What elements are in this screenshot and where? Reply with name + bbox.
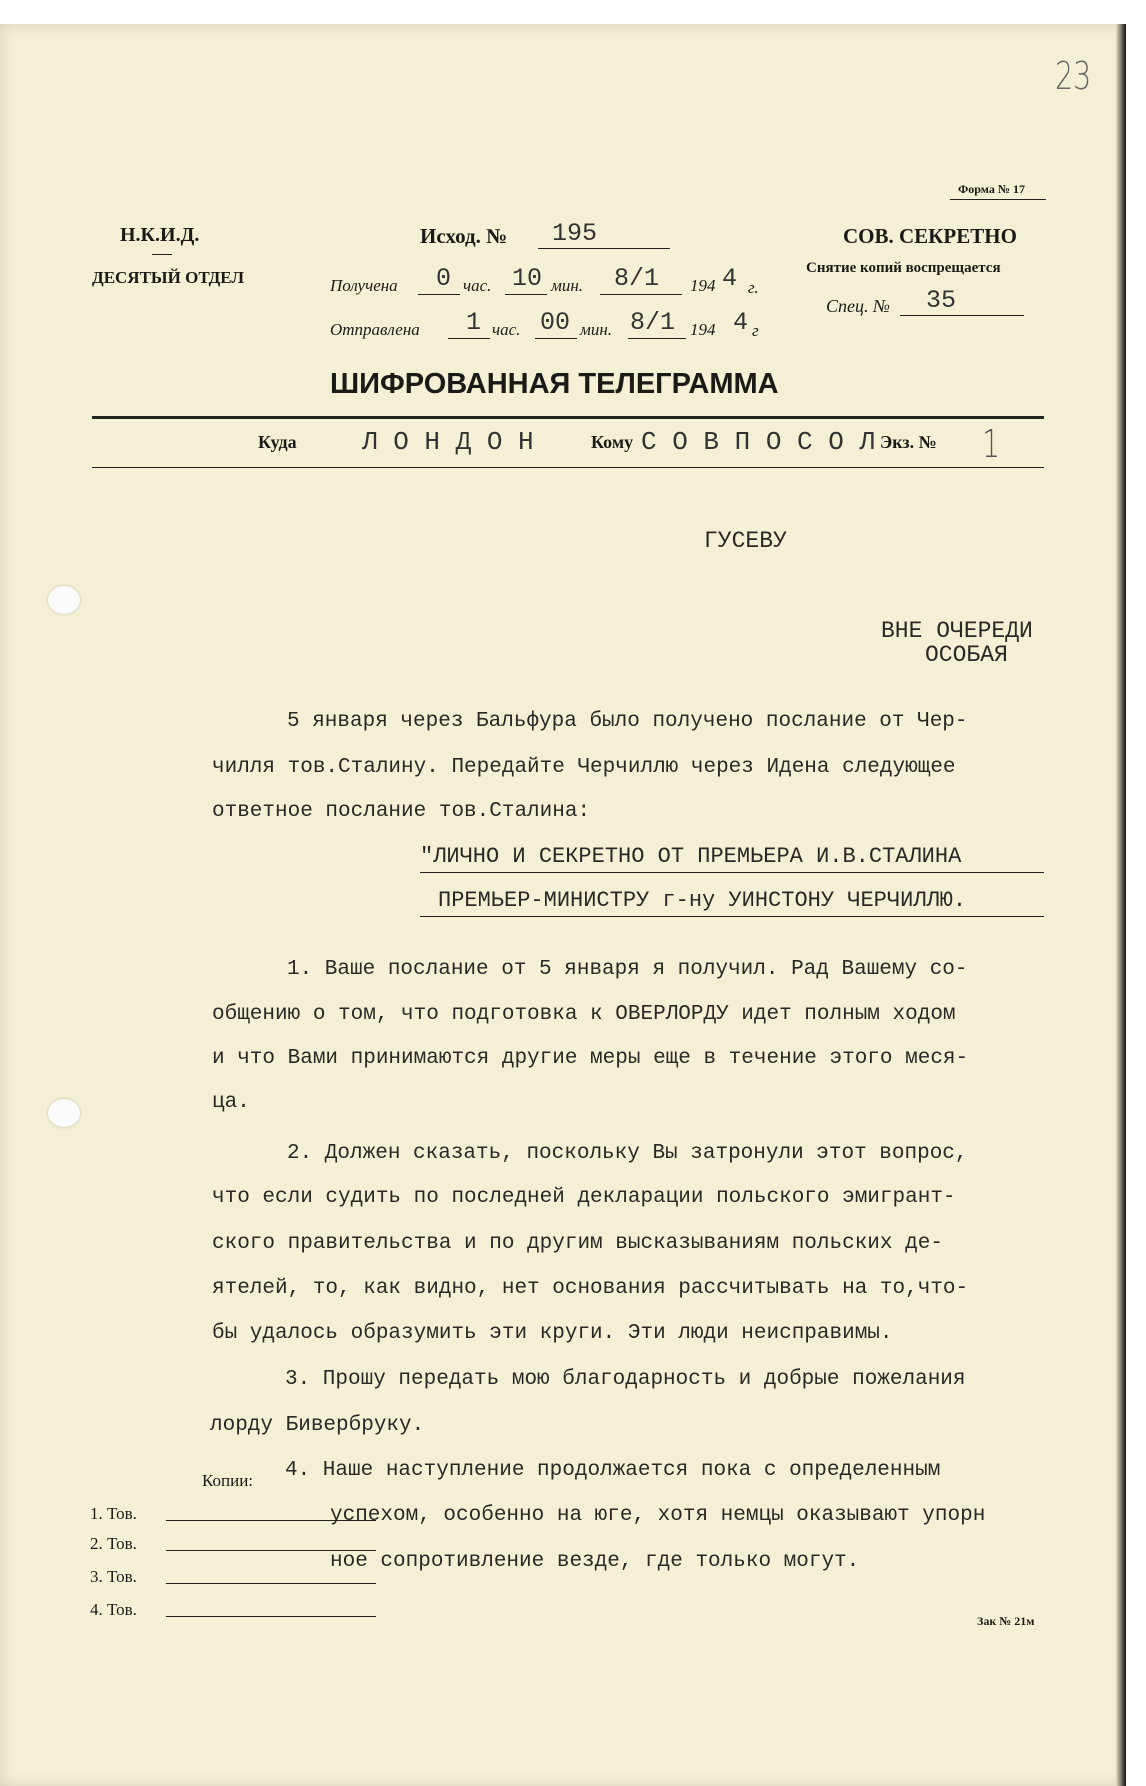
destination-value: Л О Н Д О Н bbox=[362, 427, 534, 457]
recipient-value: С О В П О С О Л bbox=[641, 427, 876, 457]
body-line: ное сопротивление везде, где только могут. bbox=[330, 1550, 860, 1573]
outgoing-number: 195 bbox=[552, 219, 598, 248]
addressee: ГУСЕВУ bbox=[704, 528, 787, 554]
received-year: 4 bbox=[722, 264, 738, 293]
special-number: 35 bbox=[926, 286, 957, 315]
order-number: Зак № 21м bbox=[977, 1614, 1035, 1628]
body-line: ского правительства и по другим высказываниям польских де- bbox=[212, 1232, 943, 1255]
received-label: Получена bbox=[330, 276, 398, 295]
outgoing-label: Исход. № bbox=[420, 224, 508, 248]
document-title: ШИФРОВАННАЯ ТЕЛЕГРАММА bbox=[330, 368, 779, 400]
copies-label: Копии: bbox=[202, 1471, 254, 1490]
sent-year: 4 bbox=[733, 308, 749, 337]
body-line: бы удалось образумить эти круги. Эти люди неисправимы. bbox=[212, 1322, 893, 1345]
body-line: 2. Должен сказать, поскольку Вы затронули этот вопрос, bbox=[287, 1142, 968, 1165]
recipient-label: Кому bbox=[591, 432, 634, 452]
copy-row-label: 2. Тов. bbox=[90, 1534, 137, 1553]
priority-line-2: ОСОБАЯ bbox=[925, 642, 1008, 668]
ministry-name: Н.К.И.Д. bbox=[120, 224, 200, 246]
destination-label: Куда bbox=[258, 432, 297, 452]
intro-line: чилля тов.Сталину. Передайте Черчиллю через Идена следующее bbox=[212, 756, 956, 779]
special-label: Спец. № bbox=[826, 296, 890, 316]
classification-stamp: СОВ. СЕКРЕТНО bbox=[843, 224, 1017, 248]
message-heading: ПРЕМЬЕР-МИНИСТРУ г-ну УИНСТОНУ ЧЕРЧИЛЛЮ. bbox=[438, 888, 967, 913]
copy-number-label: Экз. № bbox=[880, 432, 937, 452]
body-line: успехом, особенно на юге, хотя немцы оказывают упорн bbox=[330, 1504, 986, 1527]
sent-hours: 1 bbox=[466, 308, 482, 337]
copy-row-label: 1. Тов. bbox=[90, 1504, 137, 1523]
received-hours: 0 bbox=[436, 264, 452, 293]
page-number: 23 bbox=[1055, 54, 1092, 98]
body-line: лорду Бивербруку. bbox=[210, 1414, 425, 1437]
body-line: ятелей, то, как видно, нет основания рассчитывать на то,что- bbox=[212, 1277, 969, 1300]
received-minutes: 10 bbox=[512, 264, 543, 293]
copy-row-label: 3. Тов. bbox=[90, 1567, 137, 1586]
sent-date: 8/1 bbox=[630, 308, 676, 337]
intro-line: 5 января через Бальфура было получено послание от Чер- bbox=[287, 710, 968, 733]
received-date: 8/1 bbox=[614, 264, 660, 293]
body-line: 4. Наше наступление продолжается пока с определенным bbox=[285, 1459, 941, 1482]
body-line: 1. Ваше послание от 5 января я получил. Рад Вашему со- bbox=[287, 958, 968, 981]
body-line: 3. Прошу передать мою благодарность и добрые пожелания bbox=[285, 1368, 966, 1391]
priority-line-1: ВНЕ ОЧЕРЕДИ bbox=[881, 618, 1033, 644]
sent-minutes: 00 bbox=[540, 308, 571, 337]
punch-hole bbox=[48, 586, 80, 614]
document-sheet: 23 Форма № 17 Н.К.И.Д. ДЕСЯТЫЙ ОТДЕЛ Исход. № 195 Получена 0 час. 10 мин. 8/1 194 4 г. Отправлена 1 час. 00 мин. 8/1 194 4 г СОВ. СЕКРЕТНО Снятие копий воспрещается Спец. № 35 ШИФРОВАННАЯ ТЕЛЕГРАММА Куда Л О Н Д О Н Кому С О В П О С О Л Экз. № 1 ГУСЕВУ ВНЕ ОЧЕРЕДИ ОСОБАЯ 5 января через Бальфура было получено послание от Чер- чилля тов.Сталину. Передайте Черчиллю через Идена следующее ответное послание тов.Сталина: "ЛИЧНО И СЕКРЕТНО ОТ ПРЕМЬЕРА И.В.СТАЛИНА ПРЕМЬЕР-МИНИСТРУ г-ну УИНСТОНУ ЧЕРЧИЛЛЮ. 1. Ваше послание от 5 января я получил. Рад Вашему со- общению о том, что подготовка к ОВЕРЛОРДУ идет полным ходом и что Вами принимаются другие меры еще в течение этого меся- ца. 2. Должен сказать, поскольку Вы затронули этот вопрос, что если судить по последней декларации польского эмигрант- ского правительства и по другим высказываниям польских де- ятелей, то, как видно, нет основания рассчитывать на то,что- бы удалось образумить эти круги. Эти люди неисправимы. 3. Прошу передать мою благодарность и добрые пожелания лорду Бивербруку. 4. Наше наступление продолжается пока с определенным успехом, особенно на юге, хотя немцы оказывают упорн ное сопротивление везде, где только могут. Копии: 1. Тов. 2. Тов. 3. Тов. 4. Тов. Зак № 21м bbox=[0, 24, 1126, 1786]
body-line: что если судить по последней декларации польского эмигрант- bbox=[212, 1186, 956, 1209]
copy-restriction: Снятие копий воспрещается bbox=[806, 260, 1001, 276]
sent-label: Отправлена bbox=[330, 320, 420, 339]
message-heading: "ЛИЧНО И СЕКРЕТНО ОТ ПРЕМЬЕРА И.В.СТАЛИНА bbox=[420, 844, 962, 869]
intro-line: ответное послание тов.Сталина: bbox=[212, 800, 591, 823]
form-number: Форма № 17 bbox=[958, 182, 1025, 196]
department-name: ДЕСЯТЫЙ ОТДЕЛ bbox=[92, 268, 245, 287]
copy-row-label: 4. Тов. bbox=[90, 1600, 137, 1619]
punch-hole bbox=[48, 1099, 80, 1127]
copy-number-value: 1 bbox=[982, 422, 1001, 466]
body-line: и что Вами принимаются другие меры еще в течение этого меся- bbox=[212, 1047, 969, 1070]
body-line: общению о том, что подготовка к ОВЕРЛОРДУ идет полным ходом bbox=[212, 1003, 956, 1026]
body-line: ца. bbox=[212, 1091, 250, 1114]
